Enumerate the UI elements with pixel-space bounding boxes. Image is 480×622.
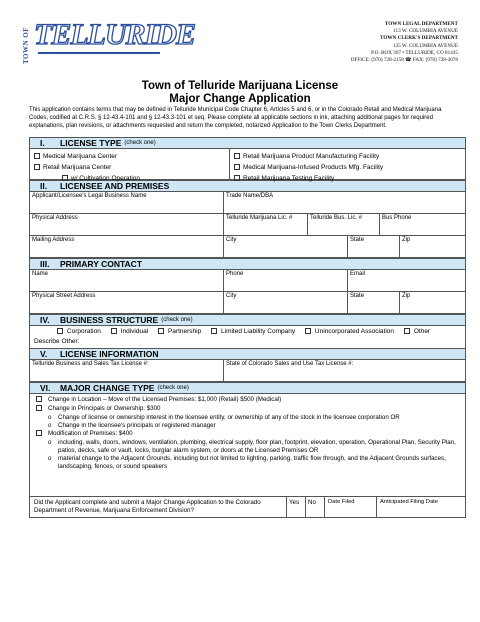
license-type-right-column — [230, 149, 465, 182]
ownership-sub-2 — [48, 422, 461, 430]
section-title: MAJOR CHANGE TYPE — [60, 383, 155, 393]
option-label: Medical Marijuana Center — [43, 153, 118, 160]
checkbox[interactable] — [36, 405, 42, 411]
option-llc[interactable] — [211, 328, 299, 335]
checkbox[interactable] — [234, 153, 240, 159]
option-medical-center[interactable] — [34, 151, 225, 162]
option-infused-products[interactable] — [234, 162, 461, 173]
clerk-department: TOWN CLERK'S DEPARTMENT — [379, 35, 458, 42]
checkbox[interactable] — [211, 328, 217, 334]
state-filing-row — [29, 496, 466, 518]
option-corporation[interactable] — [57, 328, 105, 335]
checkbox[interactable] — [305, 328, 311, 334]
bullet-marker: o — [48, 439, 52, 446]
section-number: II. — [40, 181, 48, 191]
bullet-marker: o — [48, 414, 52, 421]
option-label: Other — [413, 328, 431, 335]
license-type-left-column — [30, 149, 230, 182]
major-change-options — [29, 394, 466, 496]
checkbox[interactable] — [34, 164, 40, 170]
logo-town-of: TOWN OF — [22, 26, 30, 64]
option-testing-facility[interactable] — [234, 173, 461, 184]
section-number: V. — [40, 349, 48, 359]
marijuana-license-field[interactable]: Telluride Marijuana Lic. # — [224, 214, 308, 235]
checkbox[interactable] — [57, 328, 63, 334]
section-title: PRIMARY CONTACT — [60, 259, 143, 269]
checkbox[interactable] — [234, 164, 240, 170]
licensee-row-3 — [29, 236, 466, 258]
state-filing-question: Did the Applicant complete and submit a Major Change Application to the Colorado Department of Revenue, Marijuana Enforcement Division? — [30, 497, 287, 517]
modification-sub-1 — [48, 439, 461, 455]
bullet-marker: o — [48, 455, 52, 462]
modification-sub-2 — [48, 455, 461, 471]
business-structure-options — [29, 326, 466, 348]
section-number: III. — [40, 259, 50, 269]
anticipated-filing-date-field[interactable]: Anticipated Filing Date — [380, 499, 439, 505]
state-field[interactable]: State — [348, 236, 400, 257]
option-label: Medical Marijuana-Infused Products Mfg. Facility — [243, 164, 384, 171]
colorado-tax-license-field[interactable]: State of Colorado Sales and Use Tax License #: — [226, 361, 354, 367]
no-field[interactable]: No — [306, 497, 325, 517]
option-label: Retail Marijuana Center — [43, 164, 112, 171]
contact-phone-field[interactable]: Phone — [224, 270, 348, 291]
option-label: Individual — [120, 328, 149, 335]
bullet-marker: o — [48, 422, 52, 429]
business-phone-field[interactable]: Bus Phone — [382, 215, 412, 221]
physical-address-field[interactable]: Physical Address — [30, 214, 224, 235]
contact-zip-field[interactable]: Zip — [402, 293, 411, 299]
section-business-structure-header — [29, 314, 466, 326]
option-label: Retail Marijuana Testing Facility — [243, 175, 335, 182]
option-label: Modification of Premises: $400 — [48, 430, 133, 437]
po-box: P.O. BOX 397 • TELLURIDE, CO 81435 — [371, 49, 458, 56]
sub-item-text: material change to the Adjacent Grounds, including but not limited to lighting, parking, traffic flow through, and the Adjacent Grounds surfaces, landscaping, fences, or sound speakers — [58, 455, 446, 470]
telluride-logo — [22, 14, 196, 66]
option-partnership[interactable] — [158, 328, 205, 335]
intro-text: This application contains terms that may be defined in Telluride Municipal Code Chapter 6, Articles 5 and 6, or in the Colorado Retail and Medical Marijuana Codes, codified at C.R.S. § 12-43.4-101 and § 12-43.3-101 et seq. Please complete all applicable sections in ink, attaching additional pages for required explanations, plan revisions, or attachments requested and return the completed, notarized Application to the Town Clerks Department. — [29, 107, 442, 129]
section-title: LICENSE INFORMATION — [60, 349, 159, 359]
sub-item-text: Change of license or ownership interest in the licensee entity, or ownership of any of the stock in the licensee corporation OR — [58, 414, 400, 421]
section-number: I. — [40, 138, 45, 148]
describe-other-field[interactable]: Describe Other: — [34, 338, 80, 345]
license-type-options — [29, 149, 466, 180]
checkbox[interactable] — [111, 328, 117, 334]
checkbox[interactable] — [36, 430, 42, 436]
option-label: Partnership — [167, 328, 202, 335]
section-note: (check one) — [157, 385, 189, 391]
zip-field[interactable]: Zip — [402, 237, 411, 243]
section-number: VI. — [40, 383, 51, 393]
option-label: Retail Marijuana Product Manufacturing Facility — [243, 153, 380, 160]
option-label: Change in Principals or Ownership: $300 — [48, 405, 161, 412]
contact-street-field[interactable]: Physical Street Address — [30, 292, 224, 313]
business-license-field[interactable]: Telluride Bus. Lic. # — [308, 214, 380, 235]
application-form — [29, 137, 466, 518]
checkbox[interactable] — [158, 328, 164, 334]
license-info-row — [29, 360, 466, 382]
option-label: Corporation — [66, 328, 101, 335]
title-line-1: Town of Telluride Marijuana License — [141, 80, 339, 92]
city-field[interactable]: City — [224, 236, 348, 257]
modification-premises-option[interactable] — [36, 430, 461, 439]
logo-wordmark: TELLURIDE — [34, 18, 196, 51]
checkbox[interactable] — [34, 153, 40, 159]
option-label: Unincorporated Association — [314, 328, 395, 335]
structure-option-list — [34, 327, 461, 337]
contact-name-field[interactable]: Name — [30, 270, 224, 291]
legal-department: TOWN LEGAL DEPARTMENT — [384, 21, 458, 27]
contact-city-field[interactable]: City — [224, 292, 348, 313]
section-number: IV. — [40, 315, 50, 325]
section-license-info-header — [29, 348, 466, 360]
licensee-row-1 — [29, 192, 466, 214]
contact-row-1 — [29, 270, 466, 292]
contact-email-field[interactable]: Email — [350, 271, 366, 277]
clerk-address: 135 W. COLUMBIA AVENUE — [392, 42, 458, 49]
section-title: LICENSE TYPE — [60, 138, 122, 148]
sub-item-text: including, walls, doors, windows, ventilation, plumbing, electrical supply, floor plan, footprint, elevation, operation, Operational Plan, Security Plan, patios, decks, safe or vault, locks, burglar alarm system, or doors at the Licensed Premises OR — [58, 439, 456, 454]
trade-name-field[interactable]: Trade Name/DBA — [226, 193, 274, 199]
telluride-tax-license-field[interactable]: Telluride Business and Sales Tax License #: — [30, 360, 224, 381]
checkbox[interactable] — [36, 396, 42, 402]
option-product-manufacturing[interactable] — [234, 151, 461, 162]
option-individual[interactable] — [111, 328, 152, 335]
change-location-option[interactable] — [36, 396, 461, 405]
yes-field[interactable]: Yes — [287, 497, 306, 517]
sub-item-text: Change in the licensee's principals or registered manager — [58, 422, 216, 429]
option-label: Limited Liability Company — [221, 328, 296, 335]
change-ownership-option[interactable] — [36, 405, 461, 414]
department-address — [298, 21, 458, 64]
section-primary-contact-header — [29, 258, 466, 270]
licensee-row-2 — [29, 214, 466, 236]
section-note: (check one) — [124, 140, 156, 146]
section-title: BUSINESS STRUCTURE — [60, 315, 159, 325]
page-title — [0, 80, 480, 106]
logo-underline — [38, 52, 160, 54]
option-retail-center[interactable] — [34, 162, 225, 173]
section-note: (check one) — [161, 317, 193, 323]
date-filed-field[interactable]: Date Filed — [325, 497, 377, 517]
section-title: LICENSEE AND PREMISES — [60, 181, 170, 191]
contact-state-field[interactable]: State — [348, 292, 400, 313]
section-major-change-header — [29, 382, 466, 394]
option-label: Change in Location – Move of the Licensed Premises: $1,000 (Retail) $500 (Medical) — [48, 396, 282, 403]
title-line-2: Major Change Application — [169, 93, 311, 105]
phone-fax: OFFICE: (970) 728-2158 ☎ FAX: (970) 728-3078 — [350, 57, 458, 64]
ownership-sub-1 — [48, 414, 461, 422]
section-license-type-header — [29, 137, 466, 149]
contact-row-2 — [29, 292, 466, 314]
option-unincorporated[interactable] — [305, 328, 398, 335]
checkbox[interactable] — [234, 175, 240, 181]
mailing-address-field[interactable]: Mailing Address — [30, 236, 224, 257]
option-other[interactable] — [404, 328, 434, 335]
legal-business-name-field[interactable]: Applicant/Licensee's Legal Business Name — [30, 192, 224, 213]
option-label: w/ Cultivation Operation — [71, 175, 141, 182]
checkbox[interactable] — [62, 175, 68, 181]
legal-address: 113 W. COLUMBIA AVENUE — [393, 28, 458, 35]
checkbox[interactable] — [404, 328, 410, 334]
